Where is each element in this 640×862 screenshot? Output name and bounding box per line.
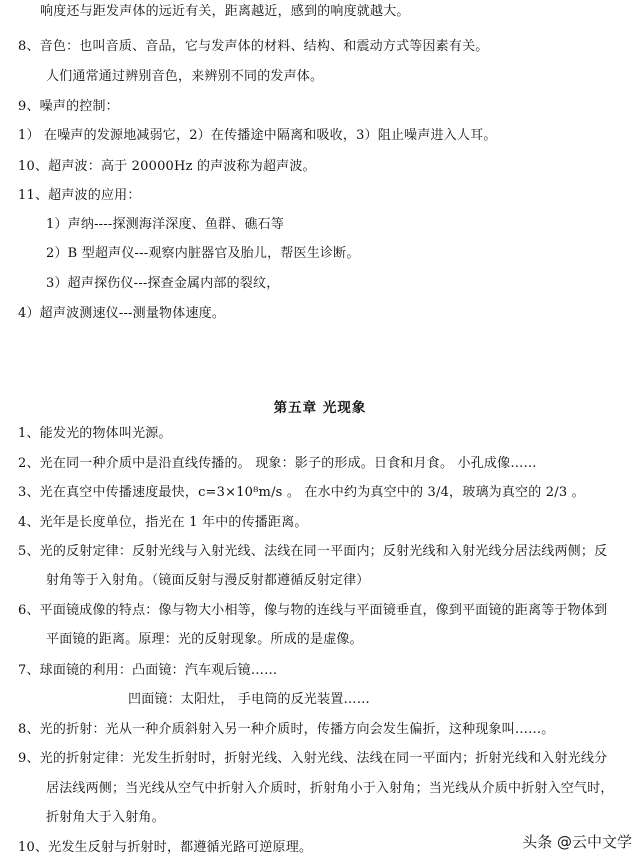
text-line: 10、光发生反射与折射时，都遵循光路可逆原理。	[18, 840, 313, 855]
text-line: 响度还与距发声体的远近有关，距离越近，感到的响度就越大。	[40, 4, 410, 19]
text-line: 11、超声波的应用：	[18, 188, 141, 203]
text-line: 9、噪声的控制：	[18, 99, 119, 114]
text-line: 1） 在噪声的发源地减弱它，2）在传播途中隔离和吸收，3）阻止噪声进入人耳。	[18, 128, 497, 143]
text-line: 凹面镜：太阳灶， 手电筒的反光装置……	[128, 692, 370, 707]
text-line: 平面镜的距离。原理：光的反射现象。所成的是虚像。	[46, 632, 363, 647]
text-line: 1、能发光的物体叫光源。	[18, 426, 172, 441]
text-line: 3、光在真空中传播速度最快，c=3×10⁸m/s 。 在水中约为真空中的 3/4，玻璃为真空的 2/3 。	[18, 485, 585, 500]
text-line: 居法线两侧；当光线从空气中折射入介质时，折射角小于入射角；当光线从介质中折射入空气时，	[46, 781, 614, 796]
text-line: 2）B 型超声仪---观察内脏器官及胎儿，帮医生诊断。	[46, 246, 360, 261]
text-line: 1）声纳----探测海洋深度、鱼群、礁石等	[46, 217, 285, 232]
text-line: 5、光的反射定律：反射光线与入射光线、法线在同一平面内；反射光线和入射光线分居法线两侧；反	[18, 544, 608, 559]
text-line: 2、光在同一种介质中是沿直线传播的。 现象：影子的形成。日食和月食。 小孔成像……	[18, 456, 537, 471]
text-line: 6、平面镜成像的特点：像与物大小相等，像与物的连线与平面镜垂直，像到平面镜的距离等于物体到	[18, 603, 608, 618]
watermark: 头条 @云中文学	[522, 833, 632, 851]
text-line: 射角等于入射角。（镜面反射与漫反射都遵循反射定律）	[46, 573, 370, 588]
text-line: 7、球面镜的利用：凸面镜：汽车观后镜……	[18, 663, 278, 678]
text-line: 3）超声探伤仪---探查金属内部的裂纹，	[46, 276, 280, 291]
text-line: 8、音色：也叫音质、音品，它与发声体的材料、结构、和震动方式等因素有关。	[18, 39, 489, 54]
text-line: 4、光年是长度单位，指光在 1 年中的传播距离。	[18, 515, 308, 530]
text-line: 8、光的折射：光从一种介质斜射入另一种介质时，传播方向会发生偏折，这种现象叫……。	[18, 722, 555, 737]
text-line: 人们通常通过辨别音色，来辨别不同的发声体。	[46, 69, 324, 84]
text-line: 9、光的折射定律：光发生折射时，折射光线、入射光线、法线在同一平面内；折射光线和入射光线分	[18, 751, 608, 766]
chapter-title: 第五章 光现象	[273, 400, 367, 416]
text-line: 折射角大于入射角。	[46, 810, 165, 825]
text-line: 4）超声波测速仪---测量物体速度。	[18, 306, 226, 321]
text-line: 10、超声波：高于 20000Hz 的声波称为超声波。	[18, 159, 316, 174]
